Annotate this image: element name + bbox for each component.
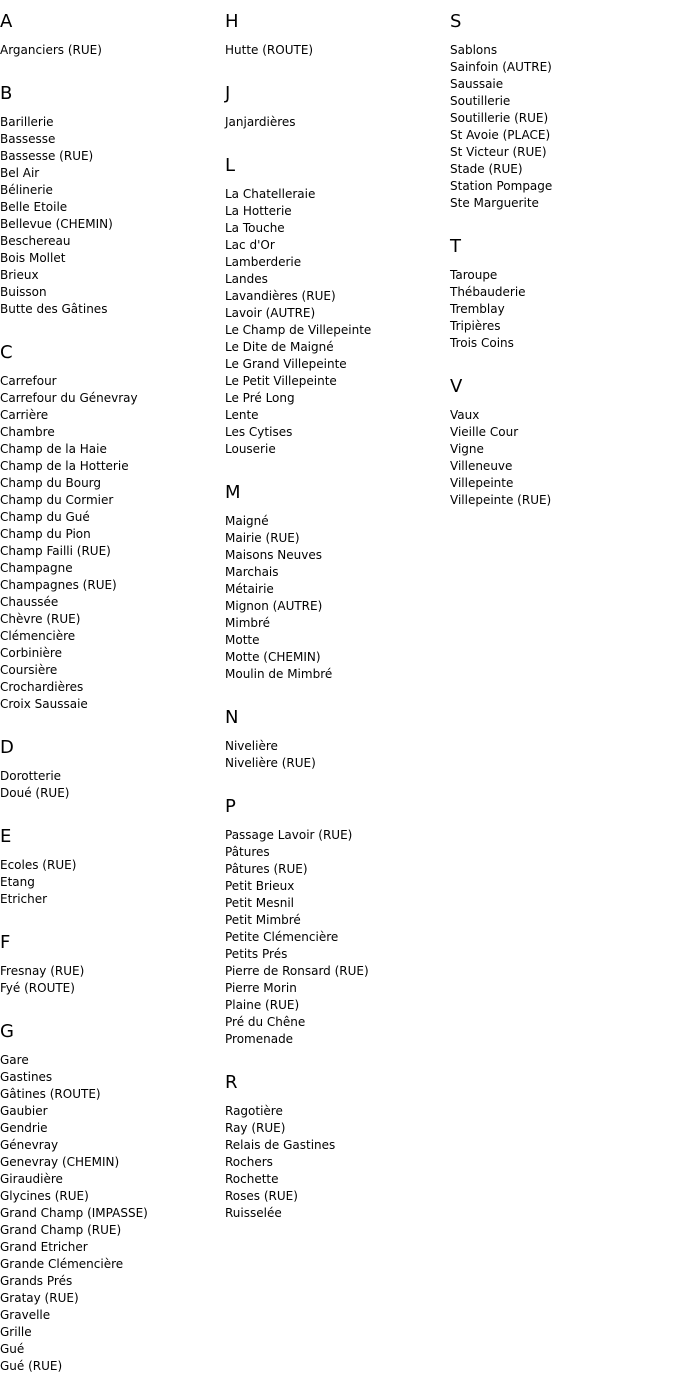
street-list-item[interactable]: Le Champ de Villepeinte: [225, 323, 372, 337]
street-list-item[interactable]: La Touche: [225, 221, 285, 235]
street-list-item[interactable]: Passage Lavoir (RUE): [225, 828, 353, 842]
street-list-item[interactable]: Villepeinte: [450, 476, 514, 490]
street-list-item[interactable]: Louserie: [225, 442, 276, 456]
street-list-item[interactable]: Champ du Pion: [0, 527, 91, 541]
street-list-item[interactable]: Maigné: [225, 514, 269, 528]
section-spacer: [225, 59, 450, 82]
section-letter-heading: R: [225, 1072, 238, 1093]
street-list-item[interactable]: Thébauderie: [450, 285, 526, 299]
street-list-item[interactable]: Grands Prés: [0, 1274, 73, 1288]
section-spacer: [0, 318, 225, 341]
street-list-item[interactable]: La Hotterie: [225, 204, 292, 218]
street-list-item[interactable]: Etricher: [0, 892, 48, 906]
street-list-item[interactable]: Les Cytises: [225, 425, 293, 439]
street-list: [0, 1052, 225, 1375]
street-list-item[interactable]: Clémencière: [0, 629, 76, 643]
index-column-3: [450, 10, 675, 509]
street-list-item[interactable]: Rochers: [225, 1155, 273, 1169]
street-list: [0, 857, 225, 908]
street-list-item[interactable]: Carrière: [0, 408, 49, 422]
street-list-item[interactable]: Trois Coins: [450, 336, 514, 350]
street-list-item[interactable]: Le Dite de Maigné: [225, 340, 334, 354]
street-list-item[interactable]: Chaussée: [0, 595, 59, 609]
letter-section-f: [0, 931, 225, 997]
street-list-item[interactable]: Lac d'Or: [225, 238, 275, 252]
street-list-item[interactable]: Bassesse: [0, 132, 56, 146]
section-spacer: [225, 131, 450, 154]
street-list-item[interactable]: Saussaie: [450, 77, 504, 91]
street-list: [450, 42, 675, 212]
street-list-item[interactable]: Ruisselée: [225, 1206, 282, 1220]
street-list-item[interactable]: Ecoles (RUE): [0, 858, 77, 872]
street-list-item[interactable]: Genevray (CHEMIN): [0, 1155, 120, 1169]
street-list-item[interactable]: Soutillerie: [450, 94, 511, 108]
section-spacer: [225, 683, 450, 706]
street-list-item[interactable]: Corbinière: [0, 646, 62, 660]
street-list-item[interactable]: Chèvre (RUE): [0, 612, 81, 626]
street-list-item[interactable]: Belle Etoile: [0, 200, 68, 214]
street-list-item[interactable]: Lavoir (AUTRE): [225, 306, 316, 320]
street-list-item[interactable]: Pierre de Ronsard (RUE): [225, 964, 369, 978]
street-list-item[interactable]: Champ du Cormier: [0, 493, 114, 507]
letter-section-m: [225, 481, 450, 683]
section-letter-heading: G: [0, 1021, 14, 1042]
street-list-item[interactable]: Grille: [0, 1325, 32, 1339]
street-list-item[interactable]: Grand Etricher: [0, 1240, 88, 1254]
street-list: [225, 42, 450, 59]
street-list-item[interactable]: Champ de la Hotterie: [0, 459, 129, 473]
street-list-item[interactable]: Champagnes (RUE): [0, 578, 117, 592]
street-list-item[interactable]: St Avoie (PLACE): [450, 128, 551, 142]
street-list-item[interactable]: Vaux: [450, 408, 480, 422]
street-list-item[interactable]: Bellevue (CHEMIN): [0, 217, 113, 231]
letter-section-g: [0, 1020, 225, 1375]
street-list-item[interactable]: Mimbré: [225, 616, 271, 630]
section-letter-heading: C: [0, 342, 13, 363]
street-list-item[interactable]: Etang: [0, 875, 35, 889]
street-list-item[interactable]: Gravelle: [0, 1308, 51, 1322]
section-spacer: [0, 802, 225, 825]
street-list-item[interactable]: Croix Saussaie: [0, 697, 88, 711]
street-list-item[interactable]: Pré du Chêne: [225, 1015, 306, 1029]
street-list-item[interactable]: Petit Mimbré: [225, 913, 301, 927]
street-list-item[interactable]: Butte des Gâtines: [0, 302, 108, 316]
street-list-item[interactable]: Gastines: [0, 1070, 53, 1084]
letter-section-e: [0, 825, 225, 908]
street-list-item[interactable]: Gâtines (ROUTE): [0, 1087, 101, 1101]
street-list-item[interactable]: St Victeur (RUE): [450, 145, 547, 159]
street-list-item[interactable]: Lamberderie: [225, 255, 302, 269]
street-list-item[interactable]: Rochette: [225, 1172, 279, 1186]
street-list-item[interactable]: Nivelière (RUE): [225, 756, 316, 770]
letter-section-l: [225, 154, 450, 458]
letter-section-t: [450, 235, 675, 352]
street-list-item[interactable]: Bassesse (RUE): [0, 149, 94, 163]
street-list-item[interactable]: Vieille Cour: [450, 425, 519, 439]
letter-section-s: [450, 10, 675, 212]
section-spacer: [225, 772, 450, 795]
street-list-item[interactable]: Taroupe: [450, 268, 498, 282]
street-list-item[interactable]: Soutillerie (RUE): [450, 111, 549, 125]
street-list-item[interactable]: Maisons Neuves: [225, 548, 323, 562]
street-list-item[interactable]: Promenade: [225, 1032, 294, 1046]
section-letter-heading: F: [0, 932, 11, 953]
street-list-item[interactable]: Gué: [0, 1342, 25, 1356]
street-list-item[interactable]: Gué (RUE): [0, 1359, 63, 1373]
street-list-item[interactable]: Petit Brieux: [225, 879, 295, 893]
letter-section-a: [0, 10, 225, 59]
street-list-item[interactable]: Grande Clémencière: [0, 1257, 124, 1271]
street-list: [450, 407, 675, 509]
street-list-item[interactable]: Glycines (RUE): [0, 1189, 89, 1203]
street-list-item[interactable]: Arganciers (RUE): [0, 43, 102, 57]
street-list-item[interactable]: Tremblay: [450, 302, 505, 316]
section-letter-heading: M: [225, 482, 241, 503]
section-spacer: [0, 908, 225, 931]
street-list-item[interactable]: Ragotière: [225, 1104, 283, 1118]
section-letter-heading: V: [450, 376, 463, 397]
street-list-item[interactable]: Marchais: [225, 565, 279, 579]
street-list-item[interactable]: Bélinerie: [0, 183, 53, 197]
street-list: [0, 114, 225, 318]
street-list-item[interactable]: Doué (RUE): [0, 786, 70, 800]
street-list-item[interactable]: Champ du Gué: [0, 510, 90, 524]
street-list-item[interactable]: Grand Champ (RUE): [0, 1223, 122, 1237]
street-list-item[interactable]: Le Petit Villepeinte: [225, 374, 337, 388]
street-list-item[interactable]: Buisson: [0, 285, 47, 299]
street-list-item[interactable]: Plaine (RUE): [225, 998, 300, 1012]
street-list-item[interactable]: Brieux: [0, 268, 39, 282]
street-list: [225, 1103, 450, 1222]
section-letter-heading: E: [0, 826, 12, 847]
street-list-item[interactable]: Petits Prés: [225, 947, 288, 961]
section-letter-heading: T: [450, 236, 461, 257]
street-list: [225, 114, 450, 131]
letter-section-v: [450, 375, 675, 509]
section-letter-heading: L: [225, 155, 236, 176]
street-list-item[interactable]: Moulin de Mimbré: [225, 667, 333, 681]
street-list-item[interactable]: Gendrie: [0, 1121, 48, 1135]
street-list-item[interactable]: Giraudière: [0, 1172, 63, 1186]
street-list-item[interactable]: Pierre Morin: [225, 981, 297, 995]
section-letter-heading: J: [225, 83, 231, 104]
street-list-item[interactable]: Motte: [225, 633, 260, 647]
section-spacer: [450, 212, 675, 235]
street-list-item[interactable]: Le Pré Long: [225, 391, 295, 405]
street-list: [0, 42, 225, 59]
section-letter-heading: A: [0, 11, 13, 32]
street-list-item[interactable]: Vigne: [450, 442, 484, 456]
section-spacer: [0, 997, 225, 1020]
street-list: [450, 267, 675, 352]
section-spacer: [225, 458, 450, 481]
street-list-item[interactable]: Bel Air: [0, 166, 40, 180]
street-list-item[interactable]: Villepeinte (RUE): [450, 493, 552, 507]
street-list-item[interactable]: La Chatelleraie: [225, 187, 316, 201]
street-list-item[interactable]: Ray (RUE): [225, 1121, 286, 1135]
letter-section-r: [225, 1071, 450, 1222]
street-list-item[interactable]: Carrefour du Génevray: [0, 391, 138, 405]
section-letter-heading: D: [0, 737, 14, 758]
street-list-item[interactable]: Champ de la Haie: [0, 442, 107, 456]
street-list-item[interactable]: Mairie (RUE): [225, 531, 300, 545]
street-list-item[interactable]: Crochardières: [0, 680, 84, 694]
street-list-item[interactable]: Beschereau: [0, 234, 71, 248]
street-list-item[interactable]: Janjardières: [225, 115, 296, 129]
street-list-item[interactable]: Chambre: [0, 425, 55, 439]
street-list-item[interactable]: Roses (RUE): [225, 1189, 298, 1203]
street-list-item[interactable]: Carrefour: [0, 374, 57, 388]
street-list-item[interactable]: Pâtures (RUE): [225, 862, 308, 876]
letter-section-b: [0, 82, 225, 318]
letter-section-c: [0, 341, 225, 713]
section-spacer: [0, 59, 225, 82]
letter-section-d: [0, 736, 225, 802]
section-letter-heading: N: [225, 707, 239, 728]
street-list: [225, 186, 450, 458]
street-list: [225, 513, 450, 683]
street-list-item[interactable]: Coursière: [0, 663, 58, 677]
section-letter-heading: H: [225, 11, 239, 32]
letter-section-n: [225, 706, 450, 772]
section-spacer: [0, 713, 225, 736]
street-list-item[interactable]: Dorotterie: [0, 769, 62, 783]
street-list-item[interactable]: Champ du Bourg: [0, 476, 102, 490]
street-list-item[interactable]: Champagne: [0, 561, 73, 575]
section-letter-heading: B: [0, 83, 13, 104]
street-list-item[interactable]: Lente: [225, 408, 259, 422]
street-list: [225, 827, 450, 1048]
street-list-item[interactable]: Stade (RUE): [450, 162, 523, 176]
street-list-item[interactable]: Lavandières (RUE): [225, 289, 336, 303]
street-list-item[interactable]: Villeneuve: [450, 459, 513, 473]
section-letter-heading: S: [450, 11, 462, 32]
letter-section-h: [225, 10, 450, 59]
street-list-item[interactable]: Gratay (RUE): [0, 1291, 79, 1305]
street-list-item[interactable]: Fyé (ROUTE): [0, 981, 75, 995]
street-list-item[interactable]: Petite Clémencière: [225, 930, 339, 944]
section-spacer: [225, 1048, 450, 1071]
index-column-1: [0, 10, 225, 1375]
letter-section-j: [225, 82, 450, 131]
street-list-item[interactable]: Bois Mollet: [0, 251, 66, 265]
street-list-item[interactable]: Petit Mesnil: [225, 896, 295, 910]
street-list-item[interactable]: Gaubier: [0, 1104, 48, 1118]
street-list: [0, 373, 225, 713]
street-list-item[interactable]: Le Grand Villepeinte: [225, 357, 347, 371]
street-list-item[interactable]: Landes: [225, 272, 268, 286]
section-letter-heading: P: [225, 796, 236, 817]
street-list-item[interactable]: Mignon (AUTRE): [225, 599, 323, 613]
section-spacer: [450, 352, 675, 375]
street-list-item[interactable]: Tripières: [450, 319, 501, 333]
street-list-item[interactable]: Grand Champ (IMPASSE): [0, 1206, 148, 1220]
street-list-item[interactable]: Génevray: [0, 1138, 59, 1152]
index-column-2: [225, 10, 450, 1222]
street-list: [225, 738, 450, 772]
letter-section-p: [225, 795, 450, 1048]
street-list-item[interactable]: Champ Failli (RUE): [0, 544, 111, 558]
street-list-item[interactable]: Nivelière: [225, 739, 278, 753]
street-list-item[interactable]: Station Pompage: [450, 179, 553, 193]
street-list-item[interactable]: Fresnay (RUE): [0, 964, 85, 978]
street-list-item[interactable]: Pâtures: [225, 845, 270, 859]
street-list-item[interactable]: Motte (CHEMIN): [225, 650, 321, 664]
street-list: [0, 768, 225, 802]
street-list-item[interactable]: Gare: [0, 1053, 29, 1067]
street-list-item[interactable]: Barillerie: [0, 115, 54, 129]
street-list-item[interactable]: Hutte (ROUTE): [225, 43, 314, 57]
street-list-item[interactable]: Sainfoin (AUTRE): [450, 60, 552, 74]
street-list-item[interactable]: Ste Marguerite: [450, 196, 539, 210]
street-list: [0, 963, 225, 997]
street-list-item[interactable]: Relais de Gastines: [225, 1138, 336, 1152]
street-list-item[interactable]: Sablons: [450, 43, 498, 57]
street-list-item[interactable]: Métairie: [225, 582, 274, 596]
